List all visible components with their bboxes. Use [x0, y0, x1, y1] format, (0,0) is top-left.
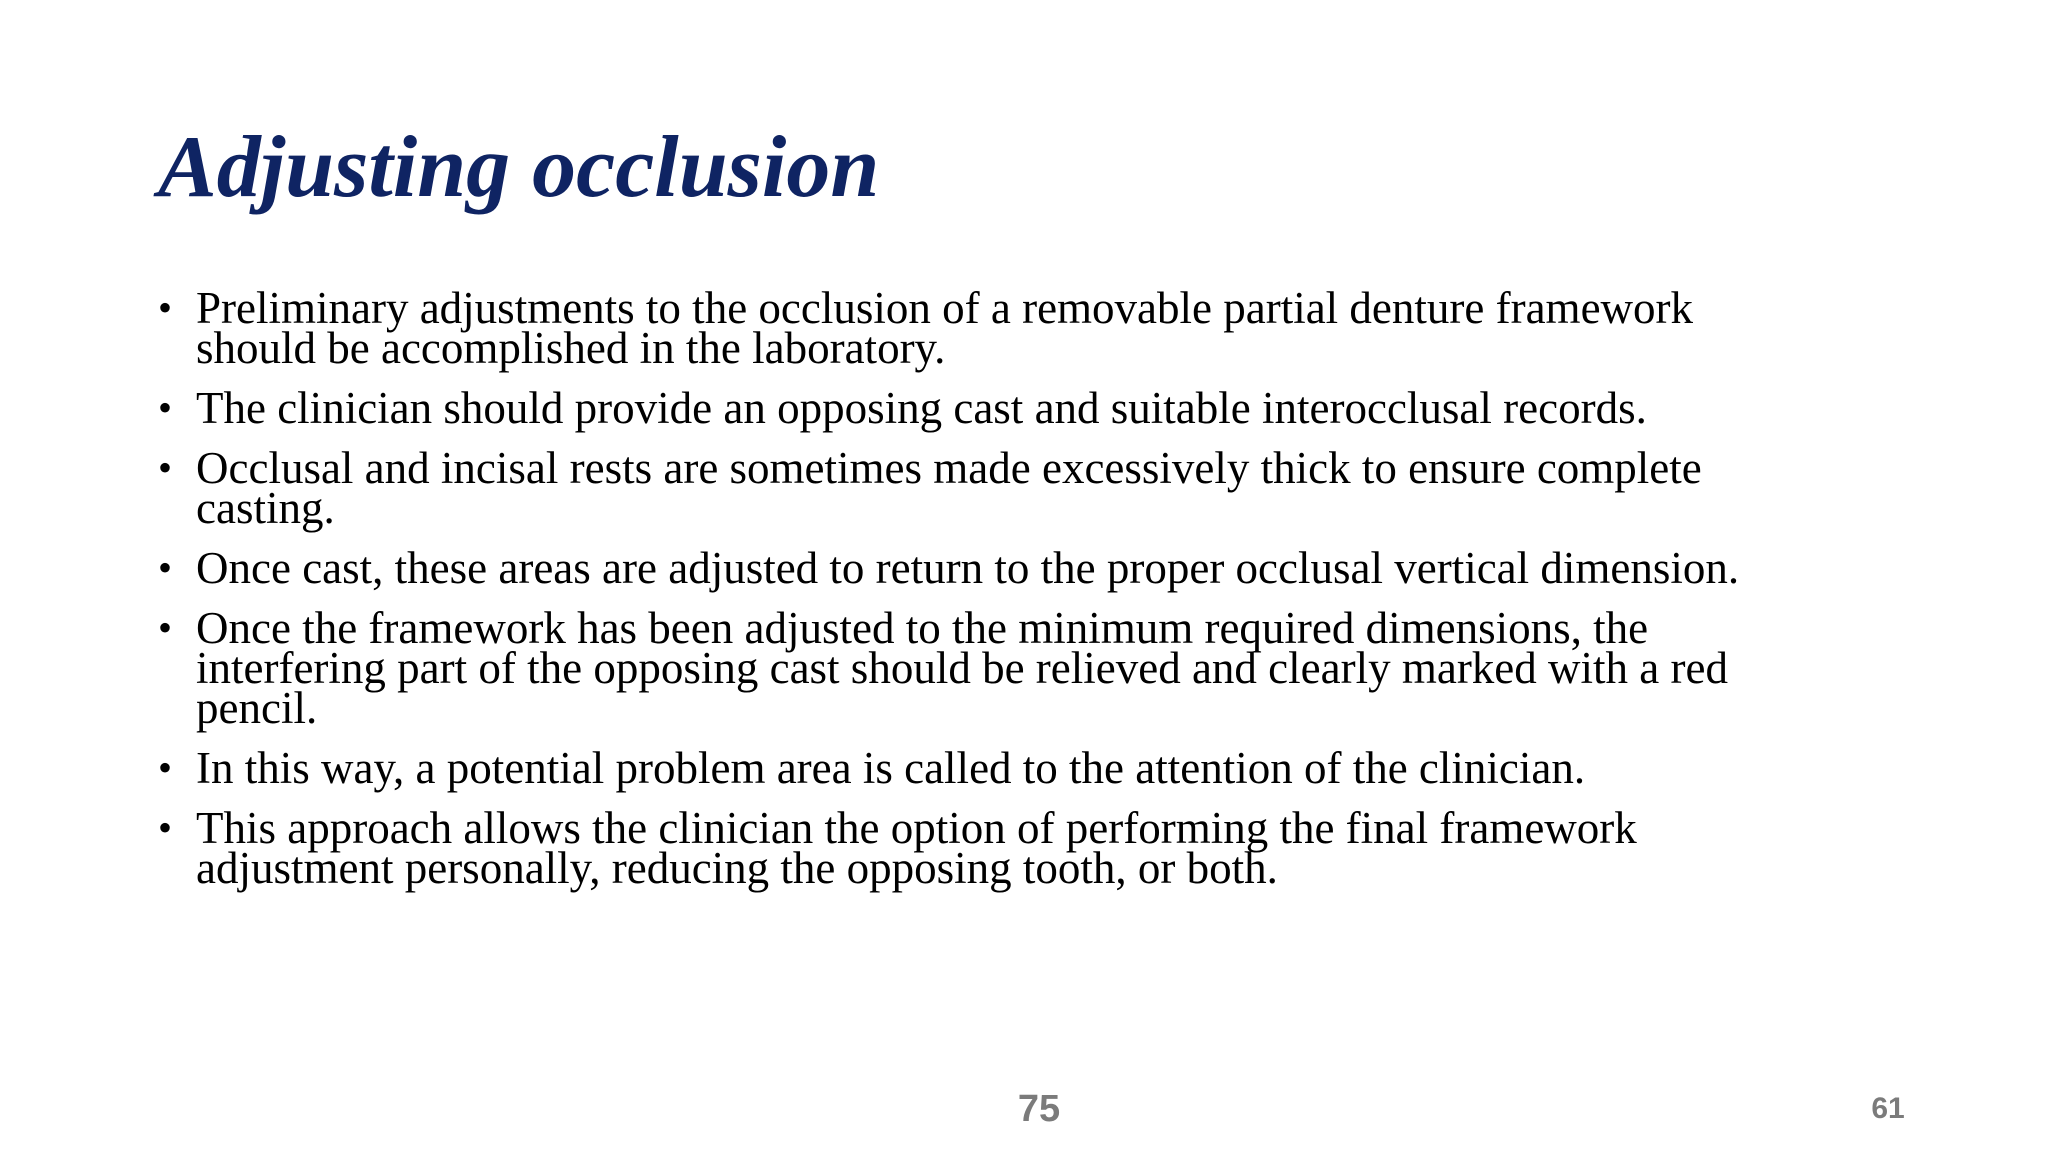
bullet-item	[158, 803, 1858, 893]
slide-page-number: 75	[1017, 1088, 1061, 1130]
bullet-marker: •	[158, 745, 173, 790]
bullet-line: The clinician should provide an opposing cast and suitable interocclusal records.	[196, 383, 1647, 433]
bullet-marker: •	[158, 545, 173, 590]
bullet-marker: •	[158, 385, 173, 430]
bullet-line: adjustment personally, reducing the opposing tooth, or both.	[196, 843, 1278, 893]
bullet-marker: •	[158, 605, 173, 650]
bullet-line: Once the framework has been adjusted to the minimum required dimensions, the	[196, 603, 1649, 653]
bullet-marker: •	[158, 285, 173, 330]
bullet-item	[158, 443, 1858, 533]
bullet-line: In this way, a potential problem area is called to the attention of the clinician.	[196, 743, 1586, 793]
bullet-item	[158, 383, 1858, 433]
bullet-line: casting.	[196, 483, 335, 533]
bullet-list	[158, 283, 1858, 908]
bullet-item	[158, 543, 1858, 593]
bullet-line: Occlusal and incisal rests are sometimes made excessively thick to ensure complete	[196, 443, 1702, 493]
bullet-marker: •	[158, 805, 173, 850]
slide-title: Adjusting occlusion	[158, 119, 880, 216]
bullet-marker: •	[158, 445, 173, 490]
bullet-line: interfering part of the opposing cast should be relieved and clearly marked with a red	[196, 643, 1728, 693]
bullet-line: This approach allows the clinician the option of performing the final framework	[196, 803, 1637, 853]
bullet-item	[158, 743, 1858, 793]
bullet-item	[158, 283, 1858, 373]
bullet-item	[158, 603, 1858, 733]
bullet-line: should be accomplished in the laboratory.	[196, 323, 946, 373]
slide-corner-number: 61	[1871, 1092, 1905, 1125]
bullet-line: Once cast, these areas are adjusted to return to the proper occlusal vertical dimension.	[196, 543, 1740, 593]
bullet-line: Preliminary adjustments to the occlusion of a removable partial denture framework	[196, 283, 1694, 333]
bullet-line: pencil.	[196, 683, 318, 733]
